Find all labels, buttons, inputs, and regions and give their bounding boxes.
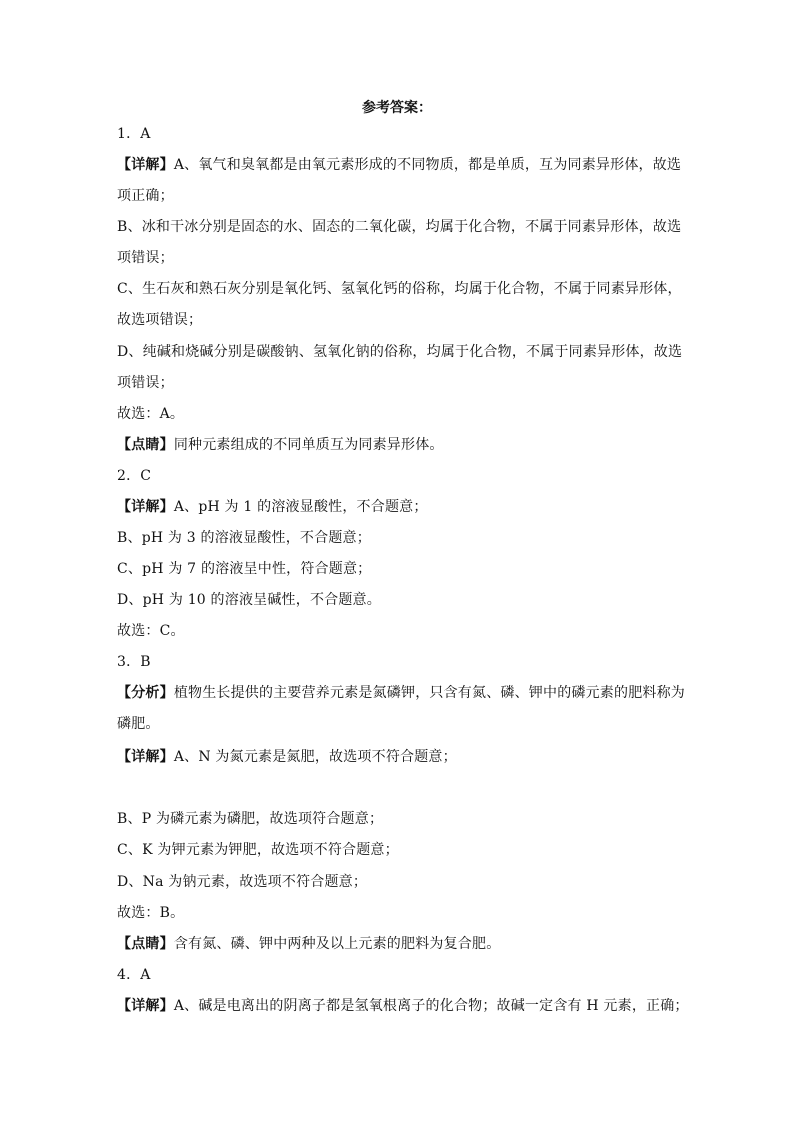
note-tag: 【点睛】 — [117, 936, 174, 952]
explanation-line: 项错误； — [117, 375, 174, 391]
explanation-line: 项正确； — [117, 188, 174, 204]
explanation-text: A、氧气和臭氧都是由氧元素形成的不同物质，都是单质，互为同素异形体，故选 — [173, 157, 682, 173]
note-text: 同种元素组成的不同单质互为同素异形体。 — [173, 437, 444, 453]
explanation-line: B、P 为磷元素为磷肥，故选项符合题意； — [117, 811, 384, 827]
explanation-line — [117, 497, 687, 517]
explanation-line — [117, 996, 687, 1016]
explanation-line: B、冰和干冰分别是固态的水、固态的二氧化碳，均属于化合物，不属于同素异形体，故选 — [117, 219, 682, 235]
analysis-text: 植物生长提供的主要营养元素是氮磷钾，只含有氮、磷、钾中的磷元素的肥料称为 — [173, 685, 686, 701]
question-number: 4．A — [117, 967, 151, 983]
explanation-line: C、K 为钾元素为钾肥，故选项不符合题意； — [117, 842, 399, 858]
explanation-line: C、pH 为 7 的溶液呈中性，符合题意； — [117, 561, 372, 577]
explanation-tag: 【详解】 — [117, 499, 174, 515]
explanation-text: A、N 为氮元素是氮肥，故选项不符合题意； — [173, 749, 457, 765]
explanation-line: D、纯碱和烧碱分别是碳酸钠、氢氧化钠的俗称，均属于化合物，不属于同素异形体，故选 — [117, 344, 683, 360]
answer-line: 故选：C。 — [117, 623, 185, 639]
explanation-line: 项错误； — [117, 250, 174, 266]
explanation-line: D、Na 为钠元素，故选项不符合题意； — [117, 874, 368, 890]
note-tag: 【点睛】 — [117, 437, 174, 453]
explanation-line — [117, 155, 687, 175]
explanation-line — [117, 747, 687, 767]
answer-line: 故选：A。 — [117, 406, 185, 422]
explanation-text: A、pH 为 1 的溶液显酸性，不合题意； — [173, 499, 428, 515]
analysis-line — [117, 683, 687, 703]
note-line — [117, 934, 687, 954]
explanation-tag: 【详解】 — [117, 157, 174, 173]
page-title: 参考答案： — [362, 100, 432, 116]
analysis-tag: 【分析】 — [117, 685, 174, 701]
explanation-line: C、生石灰和熟石灰分别是氧化钙、氢氧化钙的俗称，均属于化合物，不属于同素异形体， — [117, 281, 682, 297]
analysis-line: 磷肥。 — [117, 716, 160, 732]
explanation-tag: 【详解】 — [117, 998, 174, 1014]
explanation-line: D、pH 为 10 的溶液呈碱性，不合题意。 — [117, 592, 381, 608]
explanation-line: B、pH 为 3 的溶液显酸性，不合题意； — [117, 530, 371, 546]
question-number: 3．B — [117, 654, 151, 670]
note-line — [117, 435, 687, 455]
explanation-line: 故选项错误； — [117, 312, 203, 328]
note-text: 含有氮、磷、钾中两种及以上元素的肥料为复合肥。 — [173, 936, 501, 952]
explanation-tag: 【详解】 — [117, 749, 174, 765]
explanation-text: A、碱是电离出的阴离子都是氢氧根离子的化合物；故碱一定含有 H 元素，正确； — [173, 998, 689, 1014]
question-number: 1．A — [117, 126, 151, 142]
answer-line: 故选：B。 — [117, 905, 185, 921]
question-number: 2．C — [117, 468, 152, 484]
